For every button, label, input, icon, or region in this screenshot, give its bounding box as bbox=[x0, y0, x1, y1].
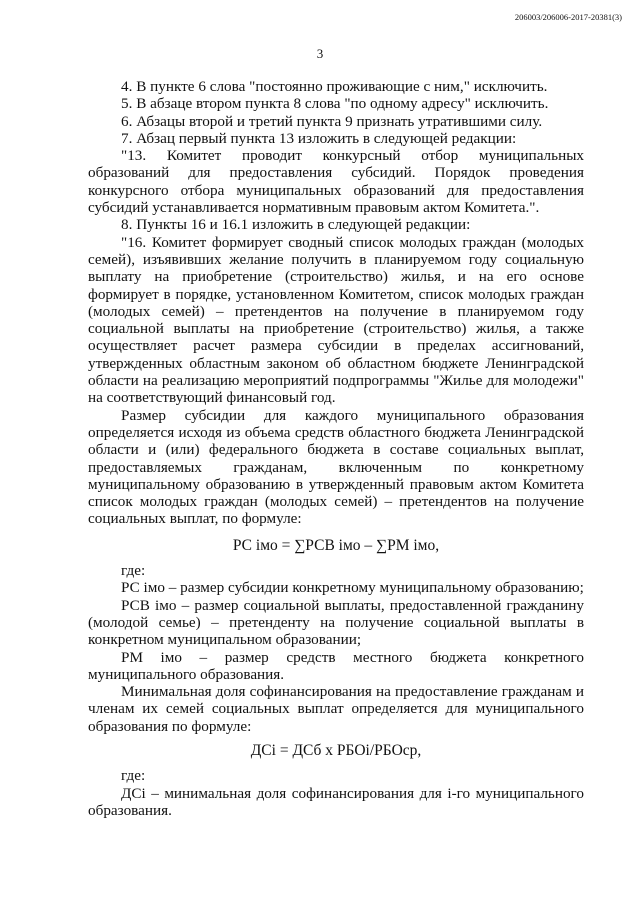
paragraph-item-5: 5. В абзаце втором пункта 8 слова "по одному адресу" исключить. bbox=[121, 95, 549, 113]
definition-rsv: РСВ iмо – размер социальной выплаты, предоставленной гражданину (молодой семье) – претенденту на получение социальной выплаты в конкретном муниципальном образовании; bbox=[88, 596, 584, 649]
formula-cofinancing: ДСi = ДСб х РБОi/РБОср, bbox=[250, 741, 422, 759]
where-label-1: где: bbox=[121, 562, 146, 580]
paragraph-item-6: 6. Абзацы второй и третий пункта 9 признать утратившими силу. bbox=[121, 112, 543, 130]
definition-dsi: ДСi – минимальная доля софинансирования для i-го муниципального образования. bbox=[88, 784, 584, 819]
document-body bbox=[88, 78, 584, 819]
paragraph-point-13: "13. Комитет проводит конкурсный отбор муниципальных образований для предоставления субсидий. Порядок проведения конкурсного отбора муниципальных образований для предоставления субсидий устанавливается нормативным правовым актом Комитета.". bbox=[88, 147, 584, 217]
formula-subsidy: РС iмо = ∑РСВ iмо – ∑РМ iмо, bbox=[232, 536, 440, 554]
paragraph-item-4: 4. В пункте 6 слова "постоянно проживающие с ним," исключить. bbox=[121, 78, 548, 95]
paragraph-point-16: "16. Комитет формирует сводный список молодых граждан (молодых семей), изъявивших желание получить в планируемом году социальную выплату на приобретение (строительство) жилья, и на его основе формирует в порядке, установленном Комитетом, список молодых граждан (молодых семей) – претендентов на получение в планируемом году социальной выплаты на приобретение (строительство) жилья, а также осуществляет расчет размера субсидии в пределах ассигнований, утвержденных областным законом об областном бюджете Ленинградской области на реализацию мероприятий подпрограммы "Жилье для молодежи" на соответствующий финансовый год. bbox=[88, 233, 584, 407]
page-number: 3 bbox=[316, 46, 324, 61]
paragraph-cofinancing: Минимальная доля софинансирования на предоставление гражданам и членам их семей социальных выплат определяется для муниципального образования по формуле: bbox=[88, 683, 584, 735]
where-label-2: где: bbox=[121, 767, 146, 785]
definition-rs: РС iмо – размер субсидии конкретному муниципальному образованию; bbox=[121, 579, 584, 597]
document-id: 206003/206006-2017-20381(3) bbox=[514, 12, 622, 22]
definition-rm: РМ iмо – размер средств местного бюджета конкретного муниципального образования. bbox=[88, 648, 584, 683]
paragraph-item-7: 7. Абзац первый пункта 13 изложить в следующей редакции: bbox=[121, 129, 517, 147]
paragraph-subsidy-size: Размер субсидии для каждого муниципального образования определяется исходя из объема средств областного бюджета Ленинградской области и (или) федерального бюджета в составе социальных выплат, предоставляемых гражданам, включенным по конкретному муниципальному образованию в утвержденный правовым актом Комитета список молодых граждан (молодых семей) – претендентов на получение социальных выплат, по формуле: bbox=[88, 406, 584, 528]
paragraph-item-8: 8. Пункты 16 и 16.1 изложить в следующей редакции: bbox=[121, 216, 471, 234]
